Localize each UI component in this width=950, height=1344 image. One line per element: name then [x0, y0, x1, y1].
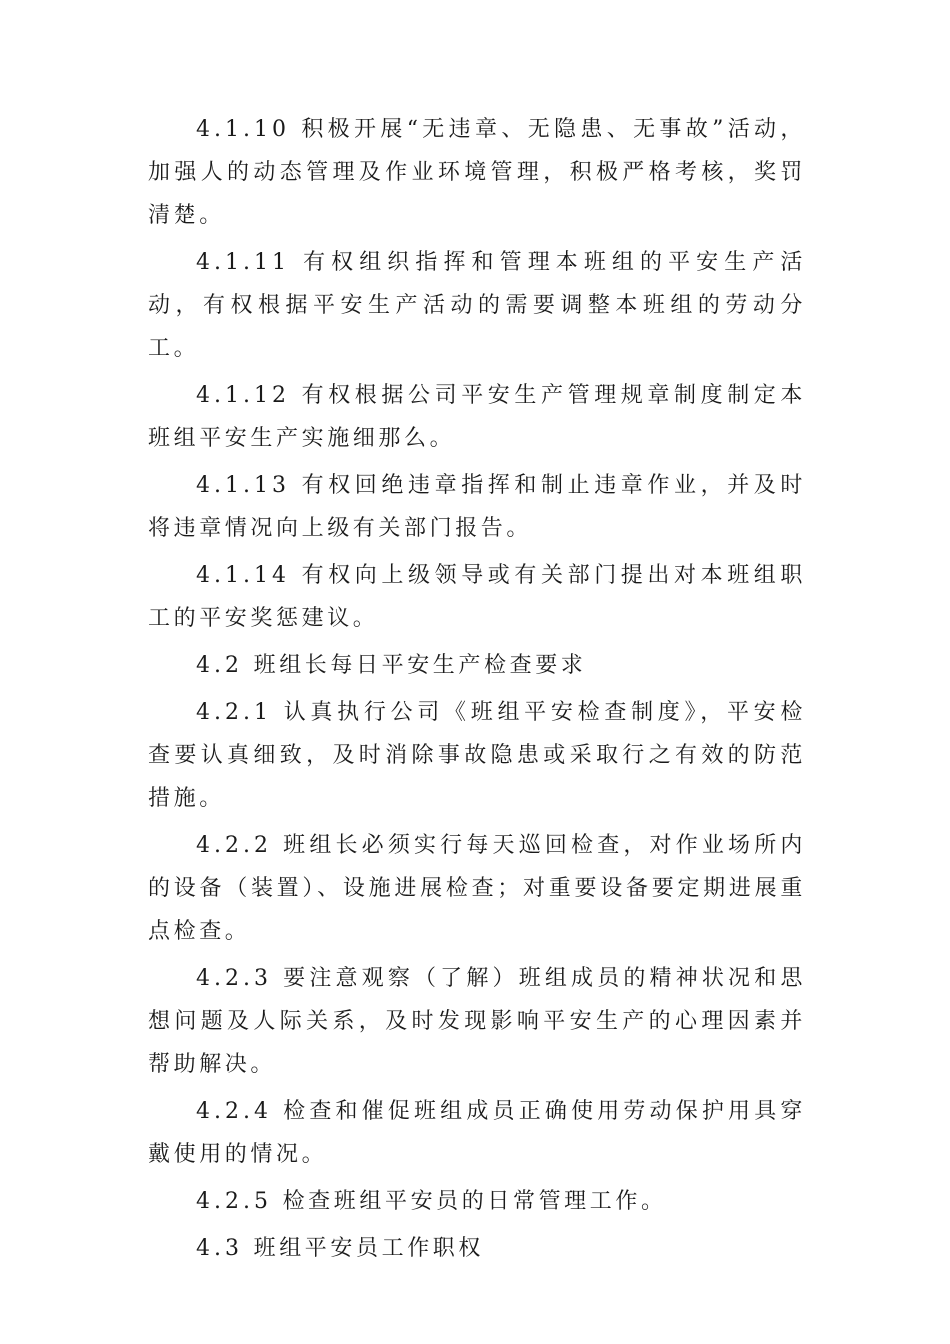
paragraph-4-2-2: [148, 824, 806, 953]
section-number: 4.2.3: [196, 966, 272, 991]
section-number: 4.1.12: [196, 383, 290, 408]
paragraph-text: 有权向上级领导或有关部门提出对本班组职工的平安奖惩建议。: [148, 563, 807, 631]
paragraph-text: 有权回绝违章指挥和制止违章作业，并及时将违章情况向上级有关部门报告。: [148, 473, 807, 541]
section-number: 4.1.13: [196, 473, 290, 498]
paragraph-text: 认真执行公司《班组平安检查制度》，平安检查要认真细致，及时消除事故隐患或采取行之有效的防范措施。: [148, 700, 806, 811]
section-number: 4.2: [196, 653, 243, 678]
paragraph-text: 有权组织指挥和管理本班组的平安生产活动，有权根据平安生产活动的需要调整本班组的劳动分工。: [148, 250, 806, 361]
paragraph-4-1-14: [148, 554, 806, 640]
section-heading-4-3: [148, 1227, 806, 1270]
paragraph-text: 检查和催促班组成员正确使用劳动保护用具穿戴使用的情况。: [148, 1099, 806, 1167]
section-heading-text: 班组长每日平安生产检查要求: [253, 653, 587, 678]
paragraph-4-1-10: [148, 108, 806, 237]
section-number: 4.3: [196, 1236, 243, 1261]
section-number: 4.1.14: [196, 563, 290, 588]
paragraph-text: 有权根据公司平安生产管理规章制度制定本班组平安生产实施细那么。: [148, 383, 807, 451]
paragraph-4-2-3: [148, 957, 806, 1086]
paragraph-4-1-11: [148, 241, 806, 370]
section-heading-4-2: [148, 644, 806, 687]
paragraph-text: 要注意观察（了解）班组成员的精神状况和思想问题及人际关系，及时发现影响平安生产的心理因素并帮助解决。: [148, 966, 806, 1077]
section-number: 4.2.2: [196, 833, 272, 858]
section-number: 4.2.5: [196, 1189, 272, 1214]
paragraph-4-2-1: [148, 691, 806, 820]
section-number: 4.1.10: [196, 117, 290, 142]
section-number: 4.2.4: [196, 1099, 272, 1124]
section-number: 4.1.11: [196, 250, 290, 275]
paragraph-4-2-5: [148, 1180, 806, 1223]
section-heading-text: 班组平安员工作职权: [253, 1236, 484, 1261]
paragraph-text: 班组长必须实行每天巡回检查，对作业场所内的设备（装置）、设施进展检查；对重要设备要定期进展重点检查。: [148, 833, 806, 944]
paragraph-text: 检查班组平安员的日常管理工作。: [282, 1189, 667, 1214]
paragraph-4-1-12: [148, 374, 806, 460]
document-page: [148, 108, 806, 1274]
paragraph-4-1-13: [148, 464, 806, 550]
paragraph-4-2-4: [148, 1090, 806, 1176]
paragraph-text: 积极开展“无违章、无隐患、无事故”活动，加强人的动态管理及作业环境管理，积极严格考核，奖罚清楚。: [148, 117, 806, 228]
section-number: 4.2.1: [196, 700, 272, 725]
